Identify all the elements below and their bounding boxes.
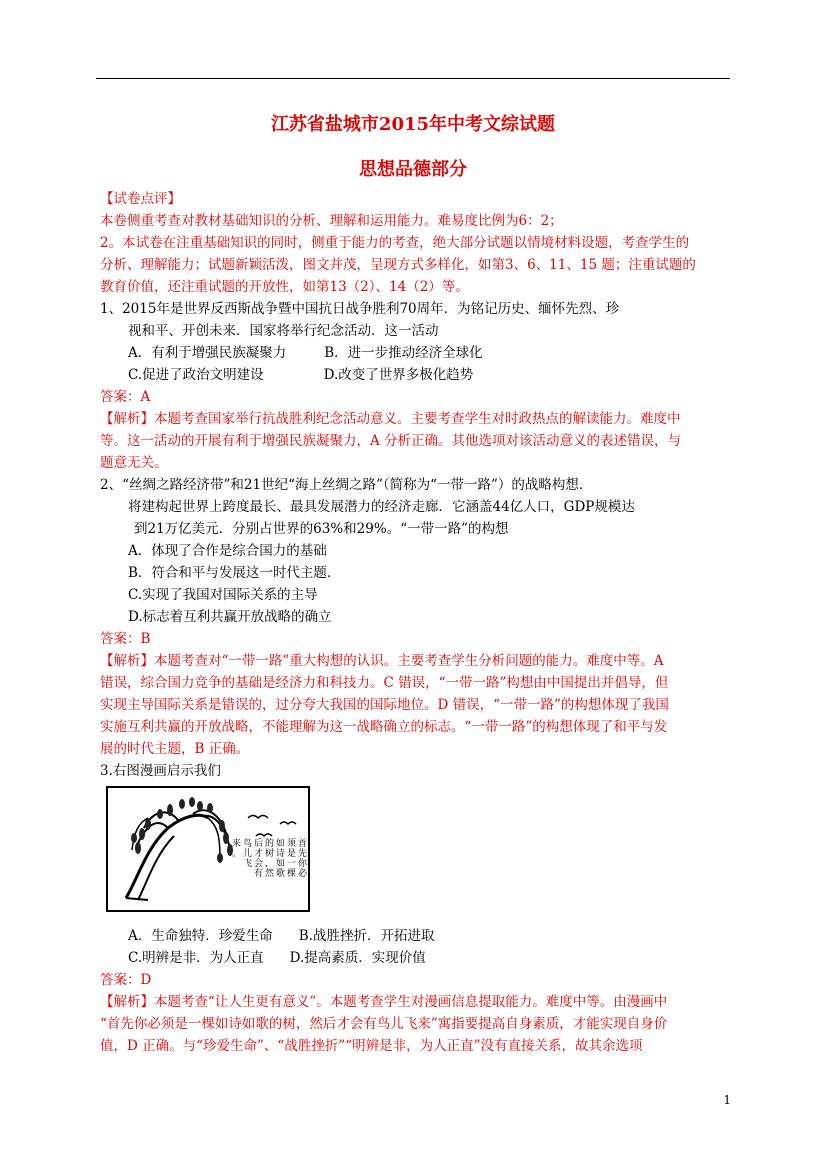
cartoon-caption-col: 如诗如歌 <box>276 839 286 879</box>
q3-analysis: “首先你必须是一棵如诗如歌的树，然后才会有鸟儿飞来”寓指要提高自身素质，才能实现自身价 <box>100 1016 668 1032</box>
q1-analysis: 题意无关。 <box>100 455 168 471</box>
q2-option-a: A．体现了合作是综合国力的基础 <box>128 543 327 559</box>
q2-stem: 2、“丝绸之路经济带”和21世纪“海上丝绸之路”（简称为“一带一路”）的战略构想． <box>100 477 593 493</box>
cartoon-caption-col: 后才会有 <box>254 839 264 879</box>
header-rule <box>96 78 730 79</box>
q3-analysis: 值，D 正确。与“珍爱生命”、“战胜挫折”“明辨是非，为人正直”没有直接关系，故其余选项 <box>100 1038 643 1054</box>
q2-analysis: 展的时代主题，B 正确。 <box>100 741 250 757</box>
cartoon-caption-col: 的树，然 <box>265 839 275 879</box>
q1-option-a: A．有利于增强民族凝聚力 B．进一步推动经济全球化 <box>128 345 483 361</box>
review-line: 教育价值，还注重试题的开放性，如第13（2）、14（2）等。 <box>100 279 469 295</box>
review-line: 分析、理解能力；试题新颖活泼，图文并茂，呈现方式多样化，如第3、6、11、15 题；注重试题的 <box>100 257 696 273</box>
q3-option-a: A．生命独特．珍爱生命 B.战胜挫折．开拓进取 <box>128 928 435 944</box>
q3-option-b: B.战胜挫折．开拓进取 <box>298 928 435 944</box>
q3-answer: 答案：D <box>100 972 152 988</box>
q2-option-d: D.标志着互利共赢开放战略的确立 <box>128 609 332 625</box>
q3-option-d: D.提高素质．实现价值 <box>289 950 426 966</box>
q3-analysis: 【解析】本题考查“让人生更有意义”。本题考查学生对漫画信息提取能力。难度中等。由漫画中 <box>100 994 668 1010</box>
q2-answer: 答案：B <box>100 631 151 647</box>
review-line: 2。本试卷在注重基础知识的同时，侧重于能力的考查，绝大部分试题以情境材料设题，考查学生的 <box>100 235 690 251</box>
q2-analysis: 错误，综合国力竞争的基础是经济力和科技力。C 错误，“一带一路”构想由中国提出并倡导，但 <box>100 675 669 691</box>
page-number: 1 <box>723 1093 731 1107</box>
q2-stem-cont: 将建构起世界上跨度最长、最具发展潜力的经济走廊．它涵盖44亿人口，GDP规模达 <box>128 499 635 515</box>
q3-option-c: C.明辨是非．为人正直 D.提高素质．实现价值 <box>128 950 426 966</box>
q1-option-c: C.促进了政治文明建设 D.改变了世界多极化趋势 <box>128 367 474 383</box>
cartoon-caption-col: 鸟儿飞 <box>243 839 253 869</box>
q1-analysis: 【解析】本题考查国家举行抗战胜利纪念活动意义。主要考查学生对时政热点的解读能力。难度中 <box>100 411 681 427</box>
page-subtitle: 思想品德部分 <box>359 159 467 180</box>
review-heading: 【试卷点评】 <box>100 191 181 207</box>
cartoon-caption-col: 须是一棵 <box>287 839 297 879</box>
q2-analysis: 实施互利共赢的开放战略，不能理解为这一战略确立的标志。“一带一路”的构想体现了和平与发 <box>100 719 668 735</box>
q2-option-b: B．符合和平与发展这一时代主题． <box>128 565 341 581</box>
review-line: 本卷侧重考查对教材基础知识的分析、理解和运用能力。难易度比例为6：2； <box>100 213 563 229</box>
q3-stem: 3.右图漫画启示我们 <box>100 763 221 779</box>
cartoon-image <box>106 786 310 912</box>
cartoon-caption-col: 首先你必 <box>298 839 308 879</box>
q2-analysis: 实现主导国际关系是错误的，过分夸大我国的国际地位。D 错误，“一带一路”的构想体现了我国 <box>100 697 669 713</box>
q1-answer: 答案：A <box>100 389 151 405</box>
tree-illustration <box>108 788 308 910</box>
q2-analysis: 【解析】本题考查对“一带一路”重大构想的认识。主要考查学生分析问题的能力。难度中等。A <box>100 653 664 669</box>
q1-option-d: D.改变了世界多极化趋势 <box>323 367 474 383</box>
page-title: 江苏省盐城市2015年中考文综试题 <box>270 114 556 135</box>
q1-analysis: 等。这一活动的开展有利于增强民族凝聚力，A 分析正确。其他选项对该活动意义的表述错误，与 <box>100 433 682 449</box>
cartoon-caption-col: 来。 <box>232 839 242 859</box>
q1-stem: 1、2015年是世界反西斯战争暨中国抗日战争胜利70周年．为铭记历史、缅怀先烈、珍 <box>100 301 620 317</box>
q1-option-b: B．进一步推动经济全球化 <box>324 345 483 361</box>
q1-stem-cont: 视和平、开创未来．国家将举行纪念活动．这一活动 <box>128 323 439 339</box>
q2-stem-cont: 到21万亿美元．分别占世界的63%和29%。“一带一路”的构想 <box>134 521 509 537</box>
q2-option-c: C.实现了我国对国际关系的主导 <box>128 587 318 603</box>
